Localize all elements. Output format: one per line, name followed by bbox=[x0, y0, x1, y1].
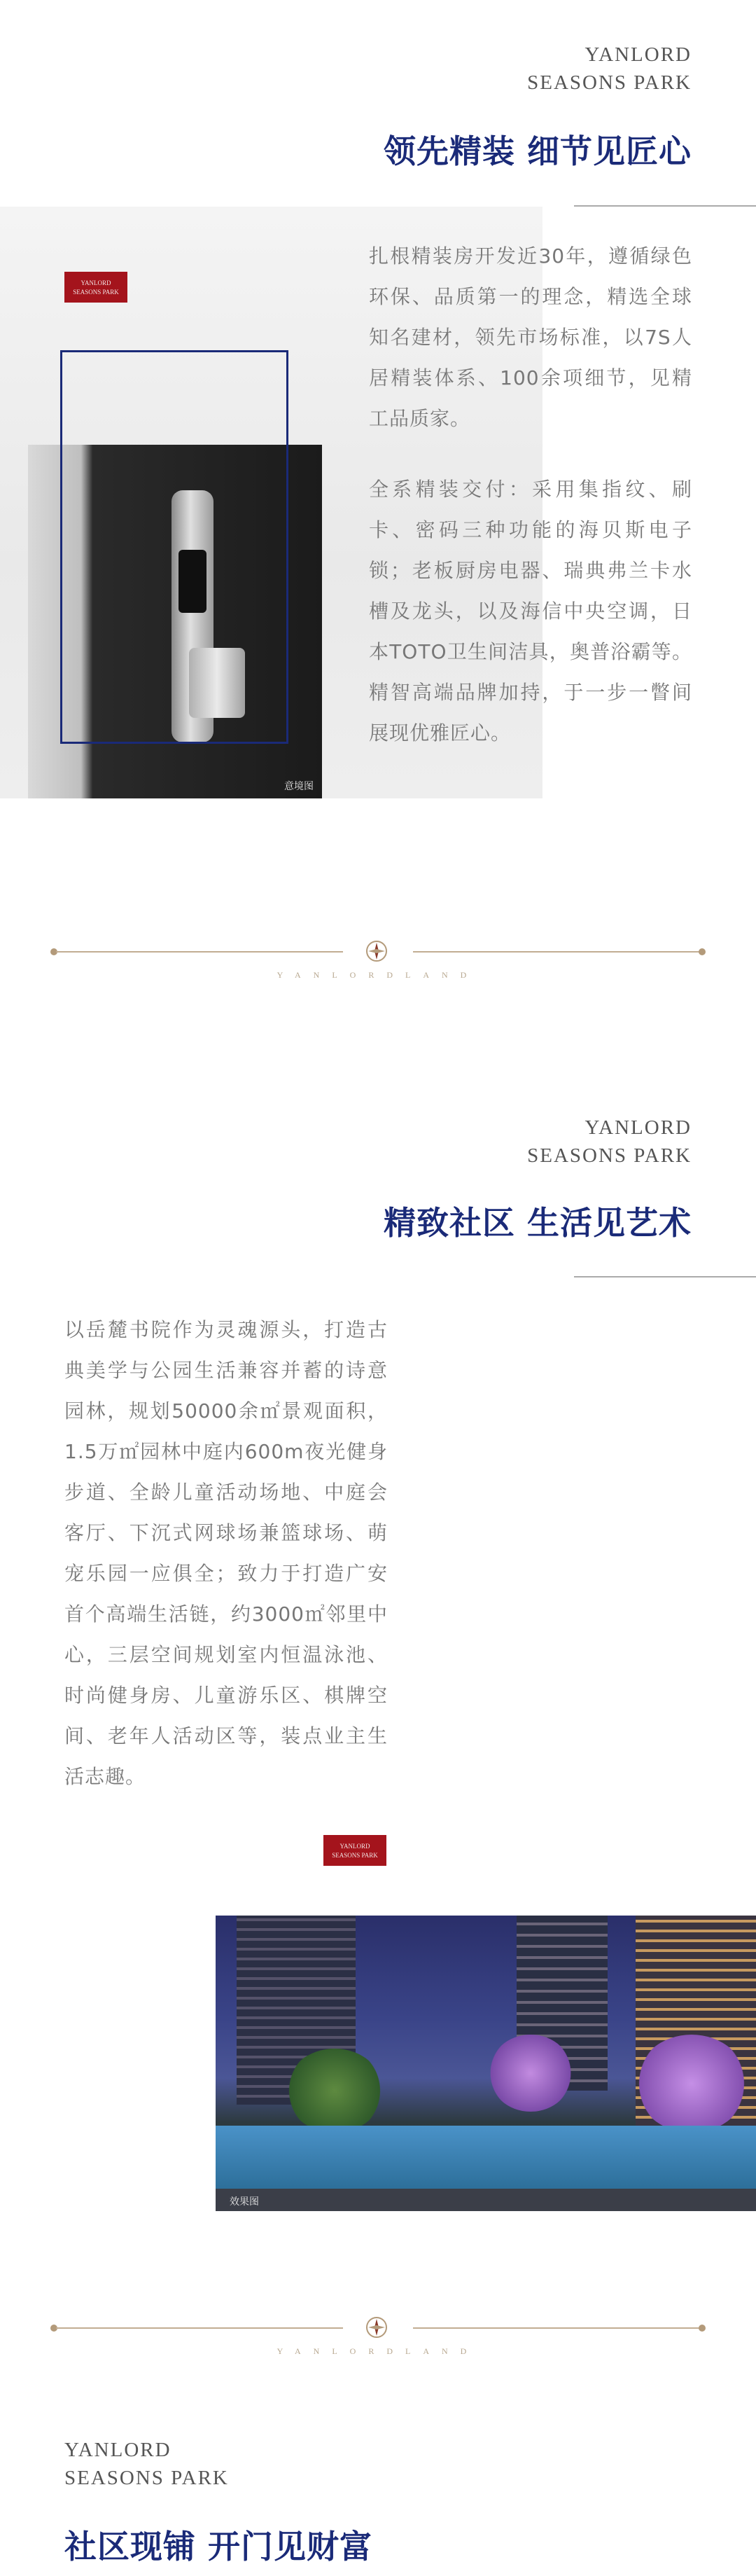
brand-logo-3 bbox=[64, 2436, 344, 2492]
brand-logo bbox=[412, 41, 692, 97]
section-1-title: 领先精装 细节见匠心 bbox=[383, 132, 692, 170]
divider-line-left bbox=[56, 2327, 343, 2329]
divider-dot-right bbox=[699, 2325, 706, 2332]
ornamental-divider-2 bbox=[0, 2308, 756, 2364]
divider-emblem-icon bbox=[365, 940, 388, 962]
ornamental-divider bbox=[0, 932, 756, 988]
photo-tag: 效果图 bbox=[230, 2196, 259, 2208]
section-1-paragraph-2: 全系精装交付：采用集指纹、刷卡、密码三种功能的海贝斯电子锁；老板厨房电器、瑞典弗兰卡水槽及龙头，以及海信中央空调，日本TOTO卫生间洁具，奥普浴霸等。精智高端品牌加持，于一步一瞥间展现优雅匠心。 bbox=[369, 478, 692, 745]
divider-emblem-icon bbox=[365, 2316, 388, 2339]
section-2-title: 精致社区 生活见艺术 bbox=[383, 1204, 692, 1242]
section-2-paragraph: 以岳麓书院作为灵魂源头，打造古典美学与公园生活兼容并蓄的诗意园林，规划50000余㎡景观面积，1.5万㎡园林中庭内600m夜光健身步道、全龄儿童活动场地、中庭会客厅、下沉式网球场兼篮球场、萌宠乐园一应俱全；致力于打造广安首个高端生活链，约3000㎡邻里中心，三层空间规划室内恒温泳池、时尚健身房、儿童游乐区、棋牌空间、老年人活动区等，装点业主生活志趣。 bbox=[64, 1318, 388, 1788]
pool-deck bbox=[216, 2189, 756, 2211]
badge-logo bbox=[64, 272, 127, 303]
divider-caption: YANLORDLAND bbox=[276, 2346, 479, 2356]
section-3-title: 社区现铺 开门见财富 bbox=[64, 2528, 373, 2565]
section-2-rule bbox=[574, 1276, 756, 1277]
brand-line-2: SEASONS PARK bbox=[64, 2467, 229, 2489]
brand-line-1: YANLORD bbox=[584, 43, 692, 66]
badge-logo-2 bbox=[323, 1835, 386, 1866]
divider-line-left bbox=[56, 951, 343, 953]
tree-purple-2 bbox=[636, 2035, 748, 2133]
section-1-paragraph-1: 扎根精装房开发近30年，遵循绿色环保、品质第一的理念，精选全球知名建材，领先市场标准，以7S人居精装体系、100余项细节，见精工品质家。 bbox=[369, 244, 692, 430]
photo-frame-outline bbox=[60, 350, 288, 744]
brand-line-2: SEASONS PARK bbox=[527, 1144, 692, 1167]
brand-logo-2 bbox=[412, 1114, 692, 1170]
divider-line-right bbox=[413, 951, 700, 953]
divider-caption: YANLORDLAND bbox=[276, 970, 479, 980]
badge-line-2: SEASONS PARK bbox=[332, 1852, 378, 1859]
pool bbox=[216, 2126, 756, 2189]
section-1-rule bbox=[574, 205, 756, 207]
brand-line-1: YANLORD bbox=[584, 1116, 692, 1139]
community-rendering-photo bbox=[216, 1916, 756, 2211]
divider-dot-right bbox=[699, 948, 706, 955]
tree-purple-1 bbox=[489, 2035, 573, 2112]
divider-line-right bbox=[413, 2327, 700, 2329]
brand-line-2: SEASONS PARK bbox=[527, 71, 692, 94]
badge-line-2: SEASONS PARK bbox=[73, 289, 119, 296]
brand-line-1: YANLORD bbox=[64, 2439, 172, 2461]
photo-tag: 意境图 bbox=[284, 781, 314, 792]
tree-green bbox=[286, 2049, 384, 2133]
badge-line-1: YANLORD bbox=[340, 1843, 370, 1850]
badge-line-1: YANLORD bbox=[80, 279, 111, 286]
